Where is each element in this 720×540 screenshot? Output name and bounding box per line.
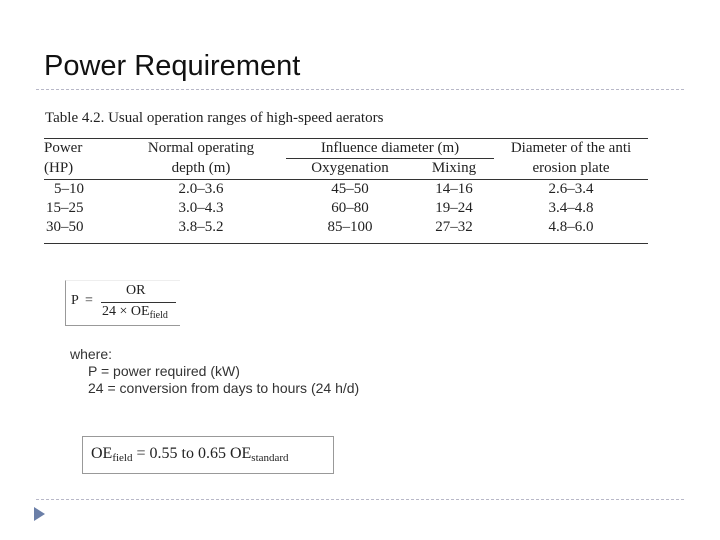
- header-mixing: Mixing: [414, 159, 494, 180]
- top-divider: [36, 89, 684, 90]
- oe-equation: [82, 436, 334, 474]
- cell-power: 5–10: [54, 181, 84, 197]
- table-caption: Table 4.2. Usual operation ranges of high-speed aerators: [45, 110, 384, 126]
- cell-plate: 4.8–6.0: [548, 219, 594, 235]
- power-formula: [65, 280, 180, 326]
- slide-bullet-arrow-icon: [34, 507, 45, 521]
- formula-equals: =: [85, 293, 93, 308]
- slide-title: Power Requirement: [44, 50, 301, 82]
- operation-ranges-table: [44, 138, 648, 244]
- definition-item: P = power required (kW): [88, 363, 240, 379]
- cell-mixing: 19–24: [435, 200, 473, 216]
- header-influence-diameter: Influence diameter (m): [286, 139, 494, 159]
- formula-numerator: OR: [126, 283, 146, 298]
- header-depth: Normal operating: [147, 140, 255, 156]
- header-plate-unit: erosion plate: [494, 159, 648, 180]
- table-row: [44, 180, 648, 200]
- denominator-text: 24 × OE: [102, 304, 150, 319]
- cell-mixing: 27–32: [435, 219, 473, 235]
- header-plate-diameter: Diameter of the anti: [510, 140, 632, 156]
- header-oxygenation: Oxygenation: [286, 159, 414, 180]
- header-power-unit: (HP): [44, 159, 116, 180]
- definition-item: 24 = conversion from days to hours (24 h/d): [88, 380, 360, 396]
- cell-oxygenation: 85–100: [327, 219, 373, 235]
- denominator-subscript: field: [149, 310, 168, 321]
- header-power: Power: [44, 140, 83, 156]
- oe-equation-text: [91, 445, 289, 464]
- table-header-row-2: [44, 159, 648, 180]
- formula-lhs: P: [71, 293, 79, 308]
- cell-depth: 3.0–4.3: [178, 200, 224, 216]
- cell-plate: 3.4–4.8: [548, 200, 594, 216]
- cell-power: 30–50: [46, 219, 84, 235]
- oe-middle: = 0.55 to 0.65: [132, 445, 230, 462]
- cell-mixing: 14–16: [435, 181, 473, 197]
- oe-lhs: OE: [91, 445, 113, 462]
- formula-denominator: [102, 304, 168, 321]
- bottom-divider: [36, 499, 684, 500]
- cell-power: 15–25: [46, 200, 84, 216]
- cell-oxygenation: 45–50: [331, 181, 369, 197]
- table-header-row-1: [44, 139, 648, 159]
- cell-depth: 3.8–5.2: [178, 219, 224, 235]
- table-row: [44, 199, 648, 218]
- fraction-bar: [101, 302, 176, 303]
- cell-plate: 2.6–3.4: [548, 181, 594, 197]
- header-depth-unit: depth (m): [116, 159, 286, 180]
- oe-rhs-subscript: standard: [251, 452, 289, 464]
- cell-oxygenation: 60–80: [331, 200, 369, 216]
- where-label: where:: [70, 346, 113, 362]
- oe-rhs: OE: [229, 445, 252, 462]
- oe-lhs-subscript: field: [112, 452, 133, 464]
- variable-definitions: [70, 346, 359, 397]
- table-row: [44, 218, 648, 244]
- cell-depth: 2.0–3.6: [178, 181, 224, 197]
